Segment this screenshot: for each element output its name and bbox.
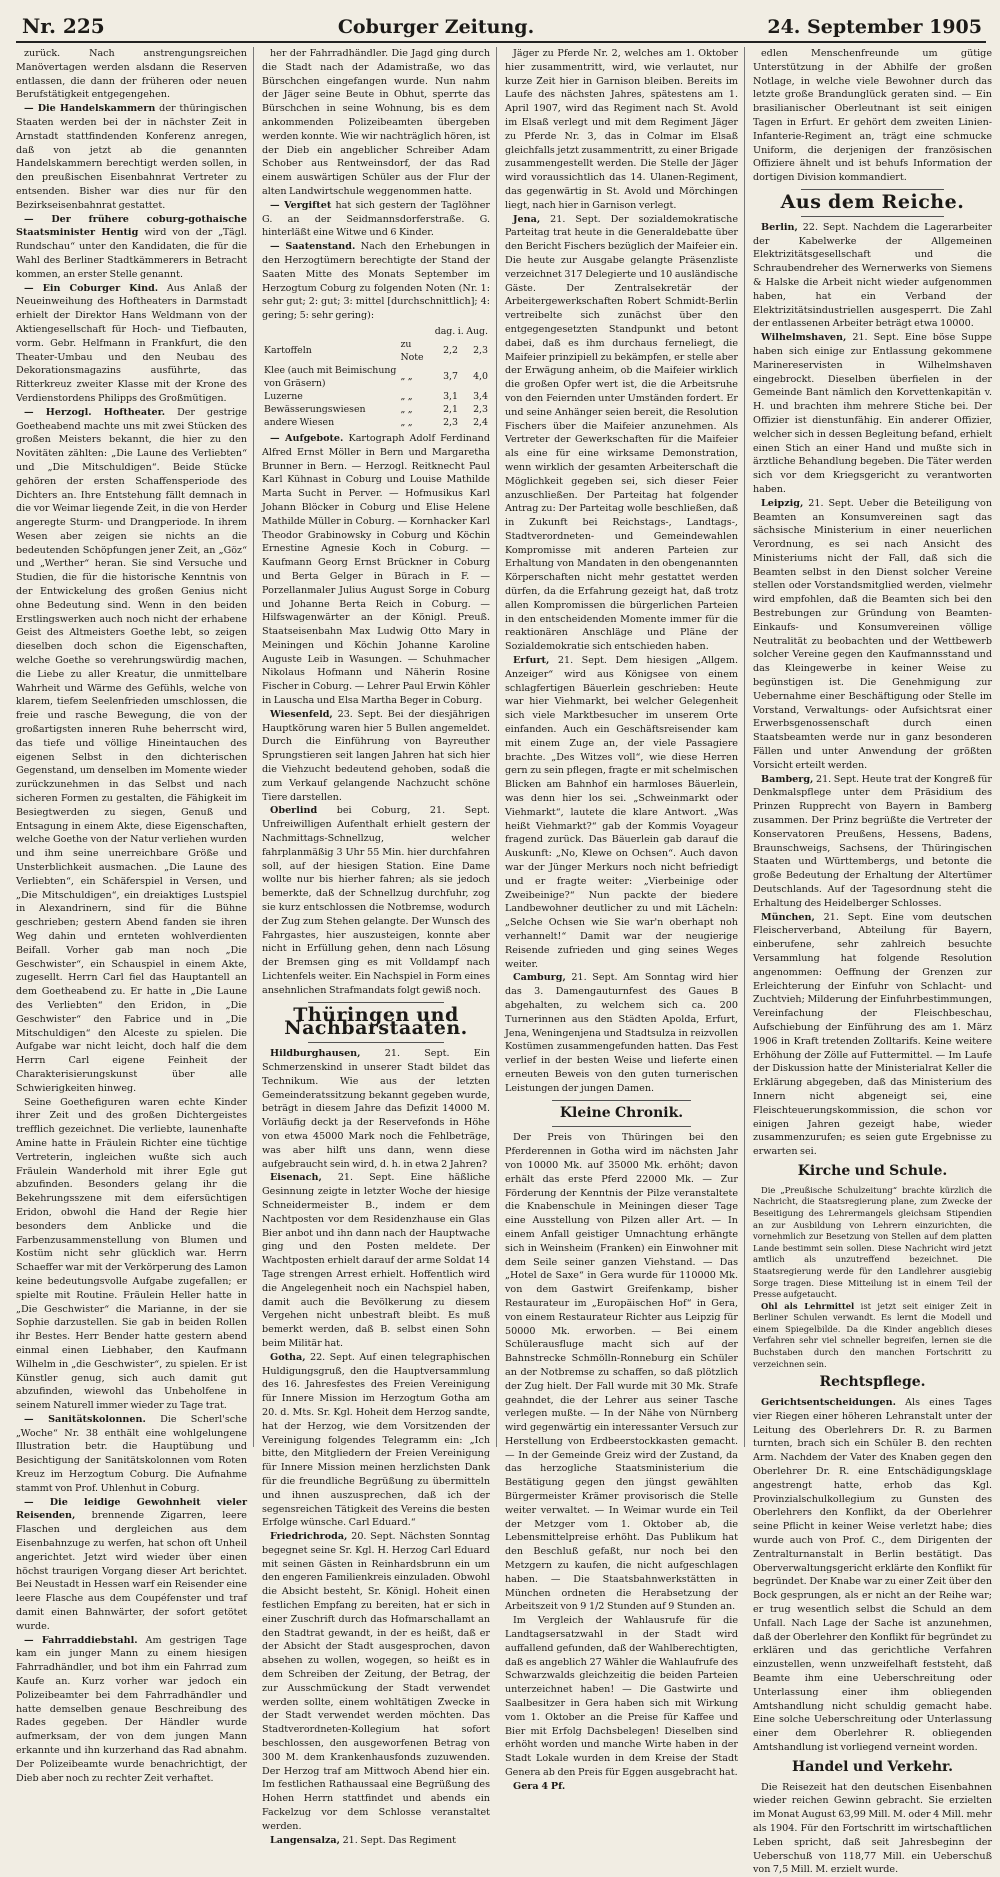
article-text: 21. Sept. Ein Schmerzenskind in unserer Stadt bildet das Technikum. Wie aus der letzten Gemeinderatssitzung bekannt gegeben wurde, beträgt in diesem Jahre das Defizit 14000 M. Vorläufig deckt ja der Reservefonds in Höhe von etwa 45000 Mark noch die Fehlbeträge, was aber hilft uns dann, wenn diese aufgebraucht sein wird, d. h. in etwa 2 Jahren? [262, 1048, 490, 1170]
article-heading: — Die leidige Gewohnheit vieler Reisenden, [16, 1496, 247, 1522]
table-row [262, 364, 490, 390]
table-header: dag. i. Aug. [434, 325, 488, 337]
crop-value-aug: 3,4 [473, 390, 488, 402]
article-text: wird von der „Tägl. Rundschau“ unter den Kandidaten, die für die Wahl des Berliner Stadtkämmerers in Betracht kommen, an erster Stelle genannt. [16, 227, 247, 280]
article-heading: Friedrichroda, [270, 1531, 348, 1543]
article [262, 199, 490, 240]
article-text: Jäger zu Pferde Nr. 2, welches am 1. Oktober hier zusammentritt, wird, wie verlautet, nur kurze Zeit hier in Garnison bleiben. Bereits im Laufe des nächsten Jahres, spätestens am 1. April 1907, wird das Regiment nach St. Avold im Elsaß verlegt und mit dem Regiment Jäger zu Pferde Nr. 3, das in Colmar im Elsaß gleichfalls jetzt zusammentritt, zu einer Brigade zusammengestellt werden. Die Stelle der Jäger wird voraussichtlich das 14. Ulanen-Regiment, das gegenwärtig in St. Avold und Mörchingen liegt, nach hier in Garnison verlegt. [505, 48, 739, 211]
article-text: 21. Sept. Eine vom deutschen Fleischerverband, Abteilung für Bayern, einberufene, sehr zahlreich besuchte Versammlung hat folgende Resolution angenommen: Oeffnung der Grenzen zur Erleichterung der Einfuhr von Schlacht- und Zuchtvieh; Milderung der Einfuhrbestimmungen, Vereinfachung der Fleischbeschau, Aufschiebung der Einführung des am 1. März 1906 in Kraft tretenden Zolltarifs. Keine weitere Erhöhung der Zölle auf Futtermittel. — Im Laufe der Diskussion hatte der Ministerialrat Keller die Erklärung abgegeben, daß das Ministerium des Innern nicht abgeneigt sei, eine Fleischteuerungskommission, die schon vor einigen Jahren gezeigt habe, wieder zusammenzurufen; es seien gute Ergebnisse zu erwarten sei. [753, 911, 992, 1158]
article-text: Seine Goethefiguren waren echte Kinder ihrer Zeit und des großen Dichtergeistes trefflich gezeichnet. Die verliebte, launenhafte Amine hatte in Fräulein Richter eine tüchtige Vertreterin, ingleichen wußte sich auch Fräulein Wanderhold mit ihrer Egle gut abzufinden. Besonders gelang ihr die Bekehrungsszene mit dem eifersüchtigen Eridon, obwohl die Hand der Regie hier besonders dem Anblicke und die Farbenzusammenstellung von Blumen und Kostüm nicht sehr glücklich war. Herrn Schaeffer war mit der Verkörperung des Lamon keine bedeutungsvolle Aufgabe zugefallen; er spielte mit Routine. Fräulein Heller hatte in „Die Geschwister“ die Marianne, in der sie Sophie darzustellen. Sie gab in beiden Rollen ihr Bestes. Herr Bender hatte gestern abend einmal einen Liebhaber, den Kaufmann Wilhelm in „die Geschwister“, zu spielen. Er ist Künstler genug, sich auch damit gut abzufinden, wiewohl das Unbeholfene in seinem Naturell immer wieder zu Tage trat. [16, 1096, 247, 1412]
article-text: Die Scherl'sche „Woche“ Nr. 38 enthält eine wohlgelungene Illustration betr. die Hauptübung und Besichtigung der Sanitätskolonnen vom Roten Kreuz im Herzogtum Coburg. Die Aufnahme stammt von Prof. Uhlenhut in Coburg. [16, 1413, 247, 1494]
divider [552, 1126, 692, 1127]
article-heading: Camburg, [513, 972, 566, 984]
section-heading: Handel und Verkehr. [792, 1758, 953, 1775]
crop-value: 2,3 [443, 416, 458, 428]
article [262, 432, 490, 708]
article-heading: Eisenach, [270, 1172, 322, 1184]
article-heading: München, [761, 911, 815, 923]
article-text: hat sich gestern der Taglöhner G. an der Seidmannsdorferstraße. G. hinterläßt eine Witwe und 6 Kinder. [262, 199, 490, 239]
article-heading: Langensalza, [270, 1834, 340, 1846]
article-text: brennende Zigarren, leere Flaschen und dergleichen aus dem Eisenbahnzuge zu werfen, hat schon oft Unheil angerichtet. Jetzt wird wieder über einen höchst traurigen Vorgang dieser Art berichtet. Bei Neustadt in Hessen warf ein Reisender eine leere Flasche aus dem Coupéfenster und traf damit einen Bahnwärter, der sofort getötet wurde. [16, 1510, 247, 1632]
crop-label: „ „ [400, 416, 413, 428]
article-heading: — Saatenstand. [270, 241, 356, 253]
article-heading: Oberlind [270, 805, 318, 817]
crop-label: zu Note [400, 338, 424, 363]
article [262, 1834, 490, 1848]
article-text: Der Preis von Thüringen bei den Pferderennen in Gotha wird im nächsten Jahr von 10000 Mk. auf 35000 Mk. erhöht; davon erhält das erste Pferd 22000 Mk. — Zur Förderung der Kenntnis der Pilze veranstaltete die Knabenschule in Meiningen dieser Tage eine Ausstellung von Pilzen aller Art. — In einem Anfall geistiger Umnachtung erhängte sich in Weinsheim (Franken) ein Einwohner mit dem Seile seiner ganzen Viehstand. — Das „Hotel de Saxe“ in Gera wurde für 110000 Mk. von dem Gastwirt Greifenkamp, bisher Restaurateur im „Europäischen Hof“ in Gera, von einem Restaurateur Richter aus Leipzig für 50000 Mk. erworben. — Bei einem Schülerausfluge macht sich auf der Bahnstrecke Schmölln-Ronneburg ein Schüler an der Notbremse zu schaffen, so daß plötzlich der Zug hielt. Der Fall wurde mit 30 Mk. Strafe geahndet, die der Lehrer aus seiner Tasche verlegen mußte. — In der Nähe von Nürnberg wird gegenwärtig ein interessanter Versuch zur Herstellung von Erdbeerstockkasten gemacht. — In der Gemeinde Greiz wird der Zustand, da das herzogliche Staatsministerium die Bestätigung gegen den jüngst gewählten Bürgermeister Krämer provisorisch die Stelle weiter verwaltet. — In Weimar wurde ein Teil der Metzger vom 1. Oktober ab, die Lebensmittelpreise erhöht. Das Publikum hat den Beschluß gefaßt, nur noch bei den Metzgern zu kaufen, die nicht aufgeschlagen haben. — Die Staatsbahnwerkstätten in München ordneten die Herabsetzung der Arbeitszeit von 9 1/2 Stunden auf 9 Stunden an. [505, 1132, 738, 1613]
article-text: Als eines Tages vier Riegen einer höheren Lehranstalt unter der Leitung des Oberlehrers Dr. R. zu Barmen turnten, brach sich ein Schüler B. den rechten Arm. Nachdem der Vater des Knaben gegen den Oberlehrer Dr. R. eine Entschädigungsklage angestrengt hatte, erhob das Kgl. Provinzialschulkollegium zu Gunsten des Oberlehrers den Konflikt, da der Oberlehrer seine Pflicht in keiner Weise verletzt habe; dies wurde auch von Prof. C., dem Dirigenten der Zentralturnanstalt in Berlin bestätigt. Das Oberverwaltungsgericht erklärte den Konflikt für begründet. Der Knabe war zu einer Zeit über den Bock gesprungen, als er nicht an der Reihe war; er trug wesentlich selbst die Schuld an dem Unfall. Nach Lage der Sache ist anzunehmen, daß der Oberlehrer den Konflikt für begründet zu erklären und das gerichtliche Verfahren einzustellen, wenn unzweifelhaft feststeht, daß Beamte ihm eine Ueberschreitung oder Unterlassung einer ihm obliegenden Amtshandlung nicht schuldig gemacht habe. Eine solche Ueberschreitung oder Unterlassung einer dem Oberlehrer R. obliegenden Amtshandlung ist vorliegend verneint worden. [753, 1397, 992, 1753]
column-2 [262, 47, 497, 1846]
article-text: 20. Sept. Nächsten Sonntag begegnet seine Sr. Kgl. H. Herzog Carl Eduard mit seinen Gästen in Reinhardsbrunn ein um den engeren Familienkreis einzuladen. Obwohl die Absicht besteht, Sr. Königl. Hoheit einen festlichen Empfang zu bereiten, hat er sich in einer Zuschrift durch das Hofmarschallamt an den Stadtrat gewandt, in der es heißt, daß er der Absicht der Stadt ausgesprochen, davon absehen zu wollen, wogegen, so heißt es in dem Schreiben der Zeitung, der Betrag, der zur Ausschmückung der Stadt verwendet werden sollte, einem wohltätigen Zwecke in der Stadt verwendet werden möchten. Das Stadtverordneten-Kollegium hat sofort beschlossen, den ausgeworfenen Betrag von 300 M. dem Krankenhausfonds zuzuwenden. Der Herzog traf am Mittwoch Abend hier ein. Im festlichen Rathaussaal eine Begrüßung des Hohen Herrn stattfindet und abends ein Fackelzug vor dem Schlosse veranstaltet werden. [262, 1531, 490, 1832]
section-heading: Rechtspflege. [819, 1374, 926, 1391]
section-heading: Aus dem Reiche. [780, 190, 965, 213]
article-heading: — Vergiftet [270, 199, 332, 211]
crop-label: „ „ [400, 403, 413, 415]
section-heading: Kirche und Schule. [797, 1162, 948, 1179]
article-text: Im Vergleich der Wahlausrufe für die Landtagsersatzwahl in der Stadt wird auffallend gefunden, daß der Wahlberechtigten, daß es angeblich 27 Wähler die Wahlaufrufe des Schwarzwalds gleichzeitig die beiden Parteien unterzeichnet haben! — Die Gastwirte und Saalbesitzer in Gera haben sich mit Wirkung vom 1. Oktober an die Preise für Kaffee und Bier mit Erfolg Dachsbelegen! Dieselben sind erhöht worden und manche Wirte haben in der Stadt Lokale wurden in dem Kreise der Stadt Genera ab den Preis für Eggen ausgebracht hat. [505, 1615, 738, 1779]
section-heading: Kleine Chronik. [559, 1104, 684, 1121]
crop-value: 2,1 [443, 403, 458, 415]
article-heading: Gotha, [270, 1351, 306, 1363]
crop-value: 3,1 [443, 390, 458, 402]
article-text: Am gestrigen Tage kam ein junger Mann zu einem hiesigen Fahrradhändler, und bot ihm ein Fahrrad zum Kaufe an. Kurz vorher war jedoch ein Polizeibeamter bei dem Fahrradhändler und hatte demselben genaue Beschreibung des Rades gegeben. Der Händler wurde aufmerksam, der von dem jungen Mann erkannte und ihn kurzerhand das Rad abnahm. Der Polizeibeamte wurde benachrichtigt, der Dieb aber noch zu rechter Zeit verhaftet. [16, 1634, 247, 1784]
article-text: 23. Sept. Bei der diesjährigen Hauptkörung waren hier 5 Bullen angemeldet. Durch die Einführung von Bayreuther Sprungstieren seit langen Jahren hat sich hier die Viehzucht bedeutend gehoben, sodaß die zum Verkauf gelangende Nachzucht schöne Tiere darstellen. [262, 708, 490, 803]
article-text: der thüringischen Staaten werden bei der in nächster Zeit in Arnstadt stattfindenden Konferenz anregen, daß von jetzt ab die genannten Handelskammern berechtigt werden sollen, in den preußischen Eisenbahnrat Vertreter zu entsenden. Bisher war dies nur für den Bezirkseisenbahnrat gestattet. [16, 103, 247, 211]
newspaper-title: Coburger Zeitung. [337, 16, 535, 38]
article [262, 1171, 490, 1350]
article-heading: Jena, [513, 213, 541, 225]
crop-label: „ „ [400, 390, 413, 402]
article [505, 654, 738, 971]
divider [801, 189, 944, 190]
article [16, 1413, 247, 1496]
crop-name: Klee (auch mit Beimischung von Gräsern) [264, 364, 397, 389]
divider [308, 1042, 445, 1043]
crop-name: Kartoffeln [264, 345, 312, 357]
crop-name: andere Wiesen [264, 416, 335, 428]
article [753, 221, 992, 331]
article [505, 971, 738, 1095]
article-text: 21. Sept. Das Regiment [342, 1834, 457, 1846]
article [505, 213, 738, 655]
table-row [262, 416, 490, 429]
article-text: Der gestrige Goetheabend machte uns mit zwei Stücken des großen Meisters bekannt, die hier zu den Novitäten zählten: „Die Laune des Verliebten“ und „Die Mitschuldigen“. Beide Stücke gehören der ersten Schaffensperiode des Dichters an. Ihre Entstehung fällt demnach in die vor Weimar liegende Zeit, in die von Herder angeregte Sturm- und Drangperiode. In ihrem Wesen aber zeigen sie nichts an die bedeutenden Schöpfungen jener Zeit, an „Göz“ und „Werther“ heran. Sie sind Versuche und Studien, die für die historische Kenntnis von der Entwickelung des großen Genius nicht ohne Bedeutung sind. Wenn in den beiden Erstlingswerken auch noch nicht der erhabene Geist des Altmeisters Goethe lebt, so zeigen dieselben doch schon die Eigenschaften, welche Goethe so verehrungswürdig machen, die Liebe zu aller Kreatur, die unmittelbare Wahrheit und Wärme des Gefühls, welche von klarem, tiefem Seelenfrieden umschlossen, die freie und rasche Bewegung, die von der großartigsten inneren Ruhe beherrscht wird, das tiefe und völlige Hineintauchen des eigenen Selbst in den dichterischen Gegenstand, um denselben im Momente wieder zurückzunehmen in das Selbst und nach sicheren Formen zu gestalten, die Fähigkeit im Besiegtwerden zu siegen, Genuß und Entsagung in einem Akte, diese Eigenschaften, welche Goethe von der Natur verliehen wurden und ihm seine unerreichbare Größe und Unsterblichkeit ausmachen. „Die Laune des Verliebten“, ein Schäferspiel in Versen, und „Die Mitschuldigen“, ein dreiaktiges Lustspiel in Alexandrinern, sind für die Bühne geschrieben; gestern Abend fanden sie ihren Weg dahin und ernteten wohlverdienten Beifall. Vorher gab man noch „Die Geschwister“, ein Schauspiel in einem Akte, zugesellt. Herrn Carl fiel das Hauptantell an dem Goetheabend zu. Er hatte in „Die Laune des Verliebten“ den Eridon, in „Die Geschwister“ den Fabrice und in „Die Mitschuldigen“ den Alceste zu spielen. Die Aufgabe war nicht leicht, doch half die dem Herrn Carl eigene Feinheit der Charakterisierungskunst über alle Schwierigkeiten hinweg. [16, 406, 248, 1094]
article-text: 22. Sept. Auf einen telegraphischen Huldigungsgruß, den die Hauptversammlung des 16. Jahresfestes des Freien Vereinigung für Innere Mission im Herzogtum Gotha am 20. d. Mts. Sr. Kgl. Hoheit dem Herzog sandte, hat der Herzog, wie dem Vorsitzenden der Vereinigung folgendes Telegramm ein: „Ich bitte, den Mitgliedern der Freien Vereinigung für Innere Mission meinen herzlichsten Dank für die freundliche Begrüßung zu übermitteln und ihnen auszusprechen, daß ich der segensreichen Tätigkeit des Vereins die besten Erfolge wünsche. Carl Eduard.“ [262, 1351, 490, 1529]
issue-date: 24. September 1905 [767, 16, 982, 38]
section-heading: Thüringen und Nachbarstaaten. [284, 1003, 468, 1040]
article-text: bei Coburg, 21. Sept. Unfreiwilligen Aufenthalt erhielt gestern der Nachmittags-Schnellzug, welcher fahrplanmäßig 3 Uhr 55 Min. hier durchfahren soll, auf der hiesigen Station. Eine Dame wollte nur bis hierher fahren; als sie jedoch bemerkte, daß der Schnellzug durchfuhr, zog sie kurz entschlossen die Notbremse, wodurch der Zug zum Stehen gelangte. Der Wunsch des Fahrgastes, hier auszusteigen, konnte aber nicht in Erfüllung gehen, denn nach Lösung der Bremsen ging es mit Volldampf nach Lichtenfels weiter. Ein Nachspiel in Form eines ansehnlichen Strafmandats folgt gewiß noch. [262, 805, 490, 996]
article-text: 21. Sept. Dem hiesigen „Allgem. Anzeiger“ wird aus Königsee von einem schlagfertigen Bäuerlein geschrieben: Heute war hier Viehmarkt, bei welcher Gelegenheit sich viele Marktbesucher im unserem Orte einfanden. Auch ein Geschäftsreisender kam mit einem Zuge an, der viele Passagiere brachte. „Des Witzes voll“, wie diese Herren gern zu sein pflegen, fragte er mit schelmischen Blicken am Bahnhof ein harmloses Bäuerlein, was denn hier los sei. „Schweinmarkt oder Viehmarkt“, lautete die klare Antwort. „Was heißt Viehmarkt?“ gab der Kommis Voyageur fragend zurück. Das Bäuerlein gab darauf die Auskunft: „No, Klewe on Ochsen“. Auch davon war der Jünger Merkurs noch nicht befriedigt und er fragte weiter: „Vierbeinige oder Zweibeinige?“ Nun packte der biedere Landbewohner deutlicher zu und mit Lächeln: „Selche Ochsen wie Sie war'n oberhapt noh verhannelt!“ Damit war der neugierige Reisende zufrieden und ging seines Weges weiter. [505, 655, 738, 970]
article-heading: Wilhelmshaven, [761, 332, 847, 344]
table-header-row [262, 325, 490, 338]
crop-table [262, 325, 490, 429]
column-3 [505, 47, 745, 1792]
crop-name: Luzerne [264, 390, 303, 402]
article-heading: Hildburghausen, [270, 1048, 361, 1060]
issue-number: Nr. 225 [22, 14, 105, 38]
article [16, 282, 247, 406]
divider [308, 1002, 445, 1003]
article-heading: — Der frühere coburg-gothaische Staatsminister Hentig [16, 213, 247, 239]
article-text: 21. Sept. Ueber die Beteiligung von Beamten an Konsumvereinen sagt das sächsische Ministerium in einer neuerlichen Verordnung, es sei nach Ansicht des Ministeriums nicht der Fall, daß sich die Beamten selbst in den Dienst solcher Vereine stellen oder Vorstandsmitglied werden, vielmehr wird empfohlen, daß die Beamten sich bei den Bestrebungen zur Gründung von Beamten-Einkaufs- und Konsumvereinen völlige Neutralität zu beobachten und der Wettbewerb solcher Vereine gegen den Kaufmannsstand und das Kleingewerbe in keiner Weise zu begünstigen ist. Die Genehmigung zur Uebernahme einer Beschäftigung oder Stelle im Vorstand, Verwaltungs- oder Aufsichtsrat einer Erwerbsgenossenschaft durch einen Staatsbeamten werde nur in ganz besonderen Fällen und unter Anwendung der größten Vorsicht erteilt werden. [753, 497, 992, 771]
article [262, 804, 490, 997]
divider [552, 1100, 692, 1101]
article [262, 1047, 490, 1171]
crop-name: Bewässerungswiesen [264, 403, 366, 415]
column-4 [753, 47, 992, 1876]
crop-value: 2,2 [443, 345, 458, 357]
article [16, 213, 247, 282]
article-text: Die Reisezeit hat den deutschen Eisenbahnen wieder reichen Gewinn gebracht. Sie erzielten im Monat August 63,99 Mill. M. oder 4 Mill. mehr als 1904. Für den Fortschritt im wirtschaftlichen Leben spricht, daß seit Jahresbeginn der Ueberschuß von 118,77 Mill. ein Ueberschuß von 7,5 Mill. M. erzielt wurde. [753, 1781, 992, 1876]
article [753, 911, 992, 1159]
article-heading: — Sanitätskolonnen. [24, 1413, 146, 1425]
article-heading: — Aufgebote. [270, 432, 344, 444]
columns [16, 47, 992, 1876]
article-text: her der Fahrradhändler. Die Jagd ging durch die Stadt nach der Adamistraße, wo das Bürschchen eingefangen wurde. Nun nahm der Jäger seine Beute in Obhut, sperrte das Bürschchen in seine Wohnung, bis es dem ankommenden Polizeibeamten übergeben werden konnte. Wie wir nachträglich hören, ist der Dieb ein angeblicher Schreiber Adam Schober aus Rentweinsdorf, der das Rad einem auswärtigen Schüler aus der Flur der alten Landwirtschule weggenommen hatte. [262, 48, 490, 197]
article-text: 21. Sept. Am Sonntag wird hier das 3. Damengauturnfest des Gaues B abgehalten, zu welchem sich ca. 200 Turnerinnen aus den Städten Apolda, Erfurt, Jena, Weningenjena und Stadtsulza in reizvollen Kostümen zusammengefunden hatten. Das Fest verlief in der besten Weise und lieferte einen erneuten Beweis von den guten turnerischen Leistungen der jungen Damen. [505, 972, 738, 1094]
article-text: Nach den Erhebungen in den Herzogtümern berechtigte der Stand der Saaten Mitte des Monats September im Herzogtum Coburg zu folgenden Noten (Nr. 1: sehr gut; 2: gut; 3: mittel [durchschnittlich]; 4: gering; 5: sehr gering): [262, 241, 490, 322]
article-text: Kartograph Adolf Ferdinand Alfred Ernst Möller in Bern und Margaretha Brunner in Bern. — Herzogl. Reitknecht Paul Karl Kühnast in Coburg und Louise Mathilde Marta Sucht in Perver. — Hofmusikus Karl Johann Blöcker in Coburg und Elise Helene Mathilde Müller in Coburg. — Kornhacker Karl Theodor Grabinowsky in Coburg und Köchin Ernestine Agnesie Koch in Coburg. — Kaufmann Georg Ernst Brückner in Coburg und Berta Gelger in Bürach in F. — Porzellanmaler Julius August Sorge in Coburg und Johanne Berta Reich in Coburg. — Hilfswagenwärter an der Königl. Preuß. Staatseisenbahn Max Ludwig Otto Mary in Meiningen und Köchin Johanne Karoline Auguste Leib in Wasungen. — Schuhmacher Nikolaus Hofmann und Näherin Rosine Fischer in Coburg. — Lehrer Paul Erwin Köhler in Lauscha und Elsa Martha Beger in Coburg. [262, 432, 490, 707]
article-text: ist jetzt seit einiger Zeit in Berliner Schulen verwandt. Es lernt die Modell und einem Spiegelbilde. Da die Kinder angeblich dieses Verfahren sehr viel schneller begreifen, lernen sie die Buchstaben durch den manchen Fortschritt zu verzeichnen sein. [753, 1300, 992, 1369]
article [16, 1634, 247, 1786]
article-text: 21. Sept. Heute trat der Kongreß für Denkmalspflege unter dem Präsidium des Prinzen Rupprecht von Bayern in Bamberg zusammen. Der Prinz begrüßte die Vertreter der Konservatoren Preußens, Hessens, Badens, Braunschweigs, Sachsens, der Thüringischen Staaten und Württembergs, und betonte die große Bedeutung der Erhaltung der Altertümer Deutschlands. Auf der Tagesordnung steht die Erhaltung des Heidelberger Schlosses. [753, 773, 992, 909]
masthead [16, 10, 986, 43]
article-heading: Erfurt, [513, 655, 550, 667]
article-text: 21. Sept. Eine böse Suppe haben sich einige zur Entlassung gekommene Marinereservisten in Wilhelmshaven eingebrockt. Dieselben überfielen in der Gemeinde Bant nämlich den Korvettenkapitän v. H. und brachten ihm mehrere Stiche bei. Der Offizier ist dienstunfähig. Ein anderer Offizier, welcher sich in dessen Begleitung befand, erhielt einen Stich an einer Hand und mußte sich in ärztliche Behandlung begeben. Die Täter werden sich vor dem Kriegsgericht zu verantworten haben. [753, 332, 992, 495]
article-text: Die „Preußische Schulzeitung“ brachte kürzlich die Nachricht, die Staatsregierung plane, zum Zwecke der Beseitigung des Lehrermangels gleichsam Stipendien an zur Ausbildung von Lehrern einzurichten, die vornehmlich zur Besetzung von Stellen auf dem platten Lande bestimmt sein sollen. Diese Nachricht wird jetzt amtlich als unzutreffend bezeichnet. Die Staatsregierung werde für den Landlehrer ausgiebig Sorge tragen. Diese Mitteilung ist in einem Teil der Presse aufgetaucht. [753, 1184, 992, 1300]
article-text: 21. Sept. Der sozialdemokratische Parteitag trat heute in die Generaldebatte über den Bericht Fischers bezüglich der Maifeier ein. Die heute zur Ausgabe gelangte Präsenzliste verzeichnet 317 Delegierte und 10 ausländische Gäste. Der Zentralsekretär der Arbeitergewerkschaften Robert Schmidt-Berlin vertreibelte sich zunächst über den entgegengesetzten Standpunkt und betont dabei, daß es ihm durchaus ferneliegt, die Maifeier prinzipiell zu bekämpfen, er stelle aber der Erwägung anheim, ob die Maifeier wirklich die großen Opfer wert ist, die die Arbeitsruhe von den Feiernden unter Umständen fordert. Er und seine Anhänger seien bereit, die Resolution Fischers über die Maifeier anzunehmen. Als Vertreter der Gewerkschaften für die Maifeier als eine für eine wirksame Demonstration, wenn wirklich der gesamten Arbeiterschaft die Möglichkeit gegeben sei, sich dieser Feier anzuschließen. Der Parteitag hat folgender Antrag zu: Der Parteitag wolle beschließen, daß in Zukunft bei Reichstags-, Landtags-, Stadtverordneten- und Gemeindewahlen Kompromisse mit anderen Parteien zur Erhaltung von Mandaten in den obengenannten Körperschaften nicht mehr gestattet werden dürfen, da die Erfahrung gezeigt hat, daß trotz allen Kompromissen die bürgerlichen Parteien in den entscheidenden Momente immer für die reaktionären Anschläge und Pläne der Sozialdemokratie sich entschieden haben. [505, 213, 738, 653]
article [262, 708, 490, 805]
crop-value-aug: 2,3 [473, 403, 488, 415]
table-row [262, 403, 490, 416]
article [753, 773, 992, 911]
article-text: Aus Anlaß der Neueinweihung des Hoftheaters in Darmstadt erhielt der Direktor Hans Weldmann von der Aktiengesellschaft für Hoch- und Tiefbauten, vorm. Gebr. Helfmann in Frankfurt, die den Theater-Umbau und den Neubau des Dekorationsmagazins ausführte, das Ritterkreuz zweiter Klasse mit der Krone des Verdienstordens Philipps des Großmütigen. [16, 282, 247, 404]
article-heading: Ohl als Lehrmittel [761, 1300, 855, 1311]
article-heading: — Fahrraddiebstahl. [24, 1634, 138, 1646]
article-text: 22. Sept. Nachdem die Lagerarbeiter der Kabelwerke der Allgemeinen Elektrizitätsgesellschaft und die Schraubendreher des Wernerwerks von Siemens & Halske die Arbeit nicht wieder aufgenommen haben, hat ein Verband der Elektrizitätsindustriellen ausgesperrt. Die Zahl der entlassenen Arbeiter beträgt etwa 10000. [753, 221, 992, 330]
article-heading: Gerichtsentscheidungen. [761, 1397, 896, 1409]
article [753, 1301, 992, 1371]
article [16, 406, 247, 1096]
article-heading: — Die Handelskammern [24, 103, 156, 115]
crop-value-aug: 4,0 [473, 371, 488, 383]
article-heading: Berlin, [761, 221, 798, 233]
article-heading: — Ein Coburger Kind. [24, 282, 159, 294]
crop-value-aug: 2,4 [473, 416, 488, 428]
article [16, 1496, 247, 1634]
article [753, 497, 992, 773]
article-heading: — Herzogl. Hoftheater. [24, 406, 166, 418]
article [262, 240, 490, 323]
article-heading: Gera 4 Pf. [513, 1780, 566, 1792]
article-heading: Leipzig, [761, 497, 804, 509]
article [262, 1351, 490, 1530]
table-row [262, 338, 490, 364]
crop-value: 3,7 [443, 371, 458, 383]
crop-value-aug: 2,3 [473, 345, 488, 357]
article [753, 1396, 992, 1755]
article-heading: Wiesenfeld, [270, 708, 333, 720]
article-heading: Bamberg, [761, 773, 814, 785]
table-row [262, 390, 490, 403]
article-text: edlen Menschenfreunde um gütige Unterstützung in der Abhilfe der großen Notlage, in welche viele Bewohner durch das letzte große Brandunglück geraten sind. — Ein brasilianischer Oberleutnant ist seit einigen Tagen in Erfurt. Er gehört dem zweiten Linien-Infanterie-Regiment an, trägt eine schmucke Uniform, die derjenigen der französischen Offiziere ähnelt und ist behufs Information der dortigen Division kommandiert. [753, 48, 992, 184]
article [16, 102, 247, 212]
article [262, 1530, 490, 1834]
divider [801, 216, 944, 217]
article [505, 1780, 738, 1794]
crop-label: „ „ [400, 371, 413, 383]
article-text: zurück. Nach anstrengungsreichen Manövertagen werden alsdann die Reserven entlassen, die dann der früheren oder neuen Berufstätigkeit entgegengehen. [16, 48, 247, 101]
column-1 [16, 47, 254, 1784]
article-text: 21. Sept. Eine häßliche Gesinnung zeigte in letzter Woche der hiesige Schneidermeister B., indem er dem Nachtposten vor dem Residenzhause ein Glas Bier anbot und ihn dann nach der Hauptwache ging und den Posten meldete. Der Wachtposten erhielt darauf der arme Soldat 14 Tage strengen Arrest erhielt. Hoffentlich wird die Angelegenheit noch ein Nachspiel haben, damit auch die Bevölkerung zu diesem Vergehen nicht unbestraft bleibt. Es muß bemerkt werden, daß B. selbst einen Sohn beim Militär hat. [262, 1172, 490, 1349]
article [753, 331, 992, 497]
